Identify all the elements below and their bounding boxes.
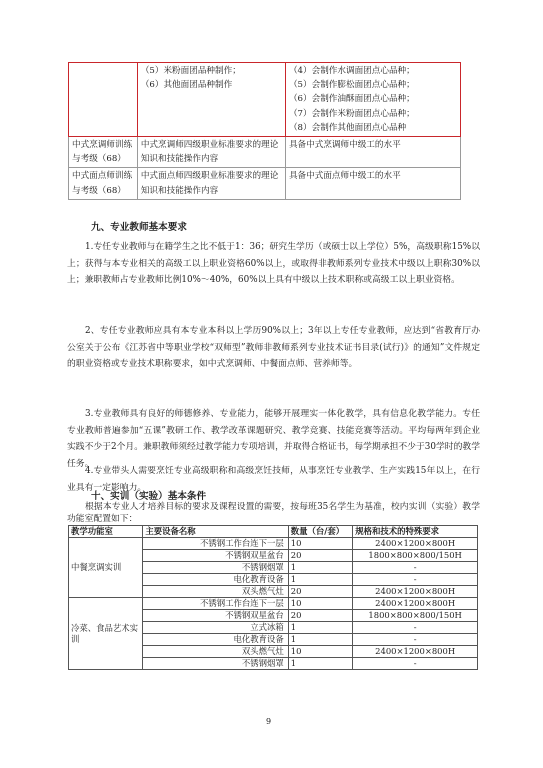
table-cell bbox=[69, 63, 138, 137]
cell-line: （7）会制作米粉面团点心品种； bbox=[288, 108, 415, 119]
equipment-table bbox=[68, 525, 478, 670]
qty-cell: 1 bbox=[288, 658, 353, 670]
qty-cell: 20 bbox=[288, 586, 353, 598]
table-row bbox=[69, 63, 461, 137]
section-heading: 十、实训（实验）基本条件 bbox=[91, 491, 207, 502]
spec-cell: - bbox=[353, 622, 478, 634]
equipment-name-cell: 不锈钢双星盆台 bbox=[143, 610, 288, 622]
spec-cell: 2400×1200×800H bbox=[353, 538, 478, 550]
section-heading: 九、专业教师基本要求 bbox=[91, 222, 187, 233]
course-goal-cell: 具备中式烹调师中级工的水平 bbox=[285, 137, 460, 168]
header-cell: 规格和技术的特殊要求 bbox=[353, 526, 478, 538]
spec-cell: 2400×1200×800H bbox=[353, 586, 478, 598]
table-row bbox=[69, 538, 478, 550]
equipment-name-cell: 双头燃气灶 bbox=[143, 586, 288, 598]
paragraph-4: 4.专业带头人需要烹饪专业高级职称和高级烹饪技师，从事烹饪专业教学、生产实践15年以上，在行业具有一定影响力。 bbox=[67, 466, 480, 493]
equipment-name-cell: 电化教育设备 bbox=[143, 574, 288, 586]
header-cell: 主要设备名称 bbox=[143, 526, 288, 538]
page-number: 9 bbox=[266, 717, 272, 726]
qty-cell: 20 bbox=[288, 550, 353, 562]
paragraph: 1.专任专业教师与在籍学生之比不低于1：36；研究生学历（或硕士以上学位）5%，高级职称15%以上；获得与本专业相关的高级工以上职业资格60%以上，或取得非教师系列专业技术中级以上职称30%以上；兼职教师占专业教师比例10%～40%，60%以上具有中级以上技术职称或高级工以上职业资格。 bbox=[67, 242, 480, 285]
spec-cell: - bbox=[353, 574, 478, 586]
qty-cell: 1 bbox=[288, 562, 353, 574]
cell-line: （4）会制作水调面团点心品种； bbox=[288, 66, 415, 76]
room-cell: 中餐烹调实训 bbox=[69, 538, 143, 598]
cell-line: （5）米粉面团品种制作； bbox=[140, 66, 241, 76]
equipment-name-cell: 不锈钢工作台连下一层 bbox=[143, 598, 288, 610]
course-goal-cell: 具备中式面点师中级工的水平 bbox=[285, 168, 460, 199]
paragraph: 根据本专业人才培养目标的要求及课程设置的需要，按每班35名学生为基准，校内实训（实验）教学功能室配置如下： bbox=[67, 502, 480, 524]
course-content-cell: 中式面点师四级职业标准要求的理论知识和技能操作内容 bbox=[137, 168, 285, 199]
paragraph: 3.专业教师具有良好的师德修养、专业能力，能够开展理实一体化教学，具有信息化教学能力。专任专业教师普遍参加“五课”教研工作、教学改革课题研究、教学竞赛、技能竞赛等活动。平均每两年到企业实践不少于2个月。兼职教师须经过教学能力专项培训，并取得合格证书，每学期承担不少于30学时的教学任务。 bbox=[67, 409, 480, 469]
equipment-name-cell: 电化教育设备 bbox=[143, 634, 288, 646]
table-row bbox=[69, 168, 461, 199]
cell-line: （6）会制作油酥面团点心品种； bbox=[288, 94, 415, 105]
spec-cell: - bbox=[353, 634, 478, 646]
cell-line: （8）会制作其他面团点心品种 bbox=[288, 122, 407, 133]
equipment-name-cell: 双头燃气灶 bbox=[143, 646, 288, 658]
spec-cell: 2400×1200×800H bbox=[353, 598, 478, 610]
qty-cell: 1 bbox=[288, 574, 353, 586]
equipment-name-cell: 不锈钢双星盆台 bbox=[143, 550, 288, 562]
spec-cell: 2400×1200×800H bbox=[353, 646, 478, 658]
qty-cell: 10 bbox=[288, 646, 353, 658]
qty-cell: 20 bbox=[288, 610, 353, 622]
spec-cell: - bbox=[353, 658, 478, 670]
cell-line: （5）会制作膨松面团点心品种； bbox=[288, 80, 415, 91]
qty-cell: 10 bbox=[288, 598, 353, 610]
course-content-cell: 中式烹调师四级职业标准要求的理论知识和技能操作内容 bbox=[137, 137, 285, 168]
header-cell: 教学功能室 bbox=[69, 526, 143, 538]
spec-cell: - bbox=[353, 562, 478, 574]
equipment-name-cell: 不锈钢烟罩 bbox=[143, 658, 288, 670]
room-cell: 冷菜、食品艺术实训 bbox=[69, 598, 143, 670]
qty-cell: 10 bbox=[288, 538, 353, 550]
paragraph: 2、专任专业教师应具有本专业本科以上学历90%以上；3年以上专任专业教师，应达到“省教育厅办公室关于公布《江苏省中等职业学校“双师型”教师非教师系列专业技术证书目录(试行)》的通知”文件规定的职业资格或专业技术职称要求，如中式烹调师、中餐面点师、营养师等。 bbox=[67, 326, 480, 369]
qty-cell: 1 bbox=[288, 622, 353, 634]
equipment-name-cell: 不锈钢烟罩 bbox=[143, 562, 288, 574]
table-row bbox=[69, 598, 478, 610]
course-name-cell: 中式烹调师训练与考级（68） bbox=[69, 137, 138, 168]
equipment-name-cell: 不锈钢工作台连下一层 bbox=[143, 538, 288, 550]
cell-line: （6）其他面团品种制作 bbox=[140, 80, 233, 91]
table-cell bbox=[285, 63, 460, 137]
spec-cell: 1800×800×800/150H bbox=[353, 550, 478, 562]
table-header-row bbox=[69, 526, 478, 538]
table-cell bbox=[137, 63, 285, 137]
course-name-cell: 中式面点师训练与考级（68） bbox=[69, 168, 138, 199]
qty-cell: 1 bbox=[288, 634, 353, 646]
header-cell: 数量（台/套） bbox=[288, 526, 353, 538]
equipment-name-cell: 立式冰箱 bbox=[143, 622, 288, 634]
table-row bbox=[69, 137, 461, 168]
spec-cell: 1800×800×800/150H bbox=[353, 610, 478, 622]
curriculum-table bbox=[68, 62, 461, 200]
